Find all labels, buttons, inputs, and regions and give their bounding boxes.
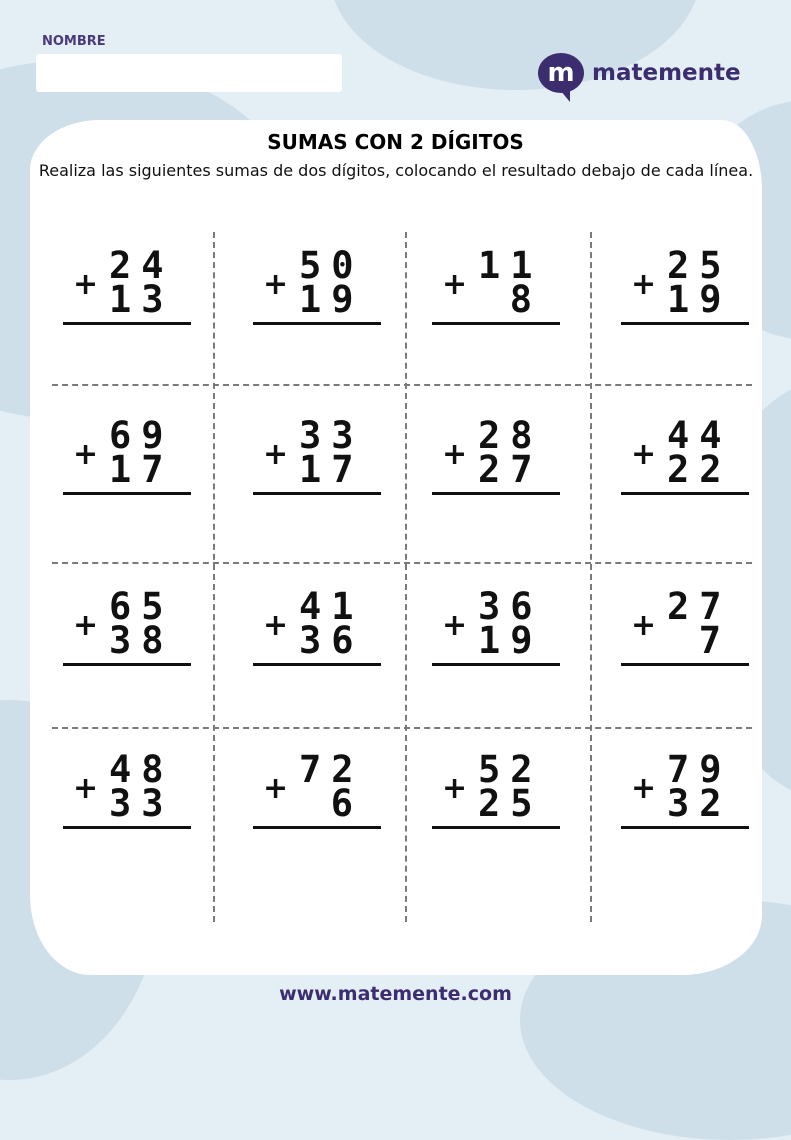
addend-top: 69 bbox=[109, 414, 174, 457]
row-divider bbox=[52, 384, 752, 386]
addend-bottom: 6 bbox=[330, 782, 363, 825]
addend-bottom: 32 bbox=[667, 782, 732, 825]
answer-line[interactable] bbox=[253, 663, 381, 666]
answer-line[interactable] bbox=[432, 663, 560, 666]
row-divider bbox=[52, 727, 752, 729]
plus-sign: + bbox=[263, 608, 289, 643]
addition-problem bbox=[432, 748, 560, 851]
addend-top: 52 bbox=[478, 748, 543, 791]
plus-sign: + bbox=[442, 771, 468, 806]
addition-problem bbox=[432, 244, 560, 347]
addend-bottom: 33 bbox=[109, 782, 174, 825]
answer-line[interactable] bbox=[432, 322, 560, 325]
plus-sign: + bbox=[73, 267, 99, 302]
answer-line[interactable] bbox=[621, 663, 749, 666]
addition-problem bbox=[621, 414, 749, 517]
answer-line[interactable] bbox=[63, 826, 191, 829]
addend-top: 24 bbox=[109, 244, 174, 287]
addend-top: 25 bbox=[667, 244, 732, 287]
addend-top: 65 bbox=[109, 585, 174, 628]
addend-bottom: 8 bbox=[509, 278, 542, 321]
plus-sign: + bbox=[73, 608, 99, 643]
answer-line[interactable] bbox=[621, 826, 749, 829]
answer-line[interactable] bbox=[253, 492, 381, 495]
addition-problem bbox=[253, 585, 381, 688]
addend-top: 27 bbox=[667, 585, 732, 628]
addition-problem bbox=[621, 244, 749, 347]
column-divider bbox=[213, 232, 215, 922]
addition-problem bbox=[253, 414, 381, 517]
addend-top: 48 bbox=[109, 748, 174, 791]
addend-top: 79 bbox=[667, 748, 732, 791]
addition-problem bbox=[63, 585, 191, 688]
answer-line[interactable] bbox=[432, 826, 560, 829]
addend-top: 41 bbox=[299, 585, 364, 628]
addition-problem bbox=[253, 244, 381, 347]
addend-bottom: 36 bbox=[299, 619, 364, 662]
addition-problem bbox=[63, 748, 191, 851]
addition-problem bbox=[621, 585, 749, 688]
column-divider bbox=[590, 232, 592, 922]
addend-top: 72 bbox=[299, 748, 364, 791]
answer-line[interactable] bbox=[621, 492, 749, 495]
addition-problem bbox=[432, 585, 560, 688]
addend-top: 44 bbox=[667, 414, 732, 457]
plus-sign: + bbox=[263, 771, 289, 806]
plus-sign: + bbox=[73, 771, 99, 806]
column-divider bbox=[405, 232, 407, 922]
answer-line[interactable] bbox=[432, 492, 560, 495]
plus-sign: + bbox=[442, 267, 468, 302]
addend-top: 11 bbox=[478, 244, 543, 287]
answer-line[interactable] bbox=[63, 322, 191, 325]
addend-top: 36 bbox=[478, 585, 543, 628]
plus-sign: + bbox=[442, 608, 468, 643]
addend-bottom: 7 bbox=[698, 619, 731, 662]
addend-bottom: 25 bbox=[478, 782, 543, 825]
plus-sign: + bbox=[263, 267, 289, 302]
worksheet-title: SUMAS CON 2 DÍGITOS bbox=[267, 130, 524, 154]
footer-url: www.matemente.com bbox=[279, 983, 512, 1005]
addition-problem bbox=[253, 748, 381, 851]
plus-sign: + bbox=[631, 771, 657, 806]
plus-sign: + bbox=[631, 608, 657, 643]
plus-sign: + bbox=[263, 437, 289, 472]
addend-bottom: 22 bbox=[667, 448, 732, 491]
addend-bottom: 13 bbox=[109, 278, 174, 321]
addition-problem bbox=[432, 414, 560, 517]
addend-bottom: 19 bbox=[478, 619, 543, 662]
addition-problem bbox=[63, 244, 191, 347]
addend-bottom: 17 bbox=[109, 448, 174, 491]
name-field[interactable] bbox=[36, 54, 342, 92]
logo-letter: m bbox=[547, 58, 575, 88]
addend-bottom: 27 bbox=[478, 448, 543, 491]
logo bbox=[538, 48, 741, 98]
row-divider bbox=[52, 562, 752, 564]
answer-line[interactable] bbox=[63, 663, 191, 666]
addend-top: 28 bbox=[478, 414, 543, 457]
addend-bottom: 19 bbox=[299, 278, 364, 321]
addend-top: 50 bbox=[299, 244, 364, 287]
speech-bubble-logo-icon bbox=[538, 53, 584, 93]
plus-sign: + bbox=[73, 437, 99, 472]
plus-sign: + bbox=[631, 437, 657, 472]
plus-sign: + bbox=[442, 437, 468, 472]
plus-sign: + bbox=[631, 267, 657, 302]
answer-line[interactable] bbox=[621, 322, 749, 325]
addend-bottom: 17 bbox=[299, 448, 364, 491]
answer-line[interactable] bbox=[253, 826, 381, 829]
instructions: Realiza las siguientes sumas de dos dígitos, colocando el resultado debajo de cada línea. bbox=[38, 161, 754, 180]
answer-line[interactable] bbox=[63, 492, 191, 495]
logo-text: matemente bbox=[592, 60, 741, 86]
addend-bottom: 38 bbox=[109, 619, 174, 662]
addend-top: 33 bbox=[299, 414, 364, 457]
addition-problem bbox=[63, 414, 191, 517]
addition-problem bbox=[621, 748, 749, 851]
name-label: NOMBRE bbox=[42, 34, 106, 49]
addend-bottom: 19 bbox=[667, 278, 732, 321]
answer-line[interactable] bbox=[253, 322, 381, 325]
